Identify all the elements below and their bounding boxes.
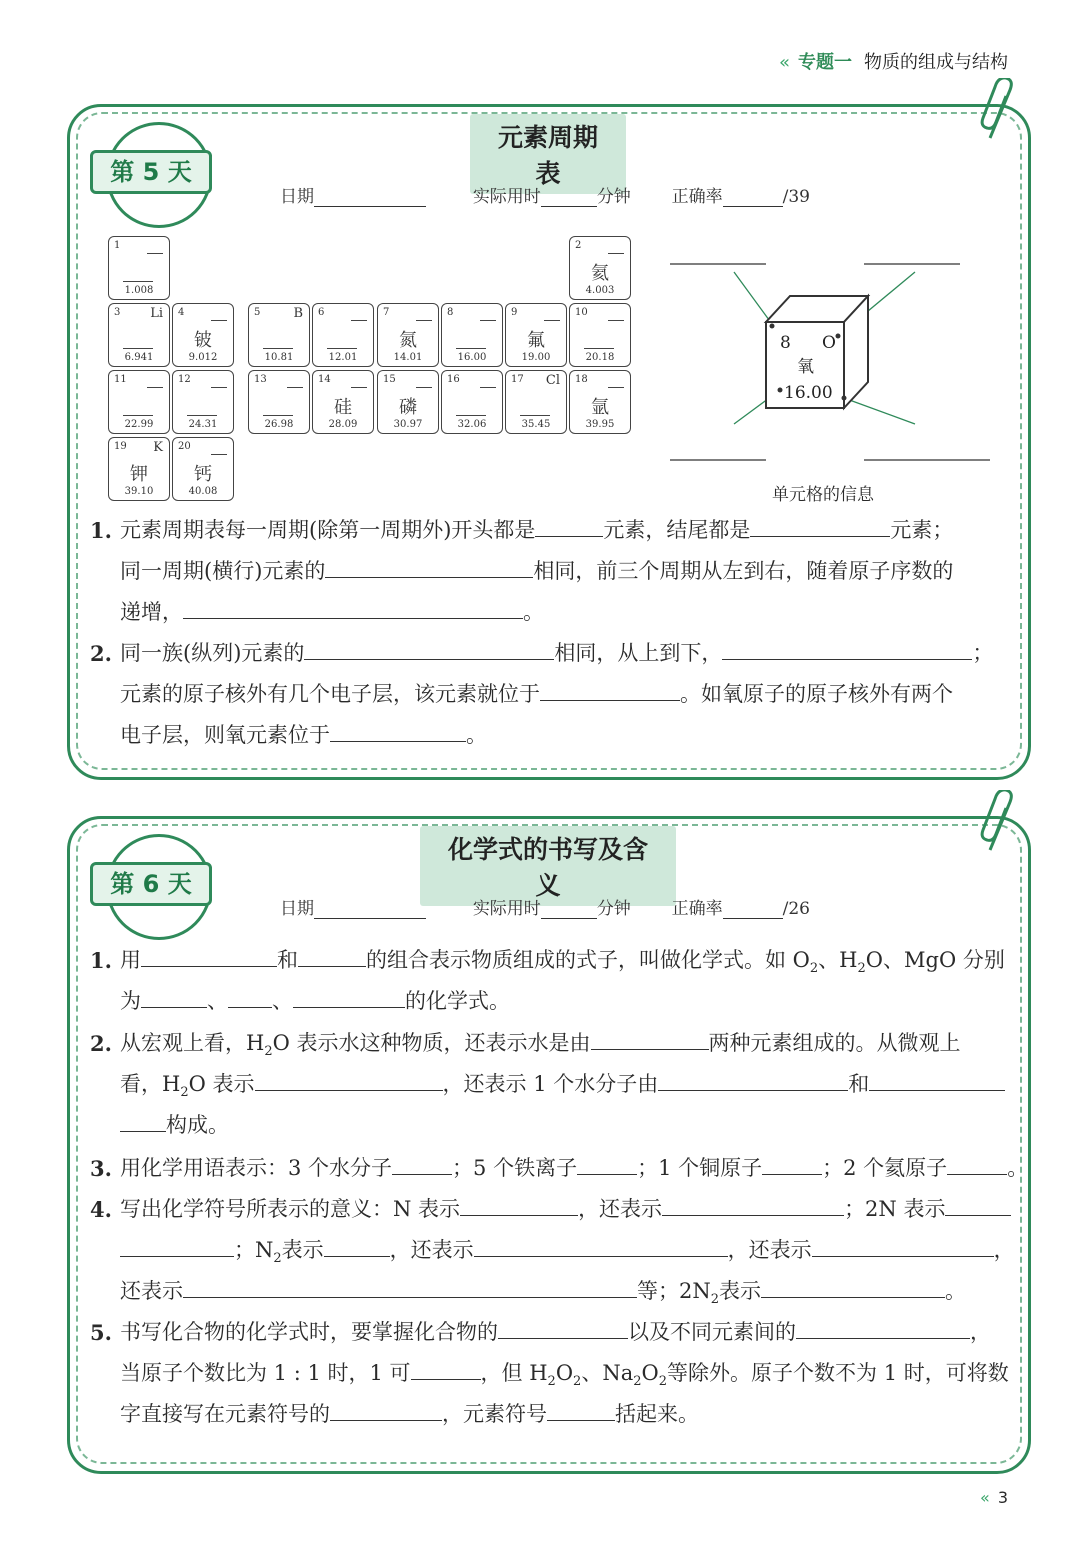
- question-number: 2.: [90, 1031, 112, 1056]
- atomic-mass: 32.06: [457, 419, 487, 430]
- accuracy-blank[interactable]: [723, 900, 783, 919]
- element-cell: [108, 437, 170, 501]
- accuracy-blank[interactable]: [723, 188, 783, 207]
- answer-blank[interactable]: [120, 1234, 234, 1257]
- atomic-mass: 10.81: [264, 352, 294, 363]
- day6-badge-label: 第 6 天: [90, 862, 212, 906]
- element-cell: [108, 303, 170, 367]
- answer-blank[interactable]: [330, 1398, 442, 1421]
- element-name: 硅: [334, 397, 352, 418]
- answer-blank[interactable]: [577, 1152, 637, 1175]
- name-blank[interactable]: [456, 415, 486, 416]
- symbol-blank[interactable]: [608, 387, 624, 388]
- accuracy-total: /39: [782, 187, 810, 207]
- answer-blank[interactable]: [255, 1068, 443, 1091]
- date-label: 日期: [280, 899, 314, 919]
- answer-blank[interactable]: [183, 1275, 637, 1298]
- atomic-mass: 12.01: [328, 352, 358, 363]
- element-cell: [441, 303, 503, 367]
- symbol-blank[interactable]: [608, 320, 624, 321]
- symbol-blank[interactable]: [480, 320, 496, 321]
- answer-blank[interactable]: [183, 596, 523, 619]
- atomic-mass: 26.98: [264, 419, 294, 430]
- element-cell: [312, 303, 374, 367]
- element-name: 氩: [591, 397, 609, 418]
- atomic-number: 16: [447, 374, 460, 385]
- symbol-blank[interactable]: [416, 387, 432, 388]
- answer-blank[interactable]: [591, 1027, 709, 1050]
- element-cell: [505, 370, 567, 434]
- cube-name: 氧: [797, 357, 814, 377]
- atomic-number: 1: [114, 240, 121, 251]
- element-name: 氮: [399, 330, 417, 351]
- element-cell: [505, 303, 567, 367]
- cube-mass: 16.00: [784, 383, 833, 403]
- question-number: 1.: [90, 948, 112, 973]
- answer-blank[interactable]: [796, 1316, 970, 1339]
- date-blank[interactable]: [314, 188, 426, 207]
- time-unit: 分钟: [596, 187, 631, 207]
- atomic-number: 7: [383, 307, 390, 318]
- name-blank[interactable]: [584, 348, 614, 349]
- element-cell: [172, 437, 234, 501]
- atomic-mass: 24.31: [188, 419, 218, 430]
- answer-blank[interactable]: [392, 1152, 452, 1175]
- element-symbol: K: [153, 440, 163, 455]
- element-cell: [377, 370, 439, 434]
- answer-blank[interactable]: [474, 1234, 728, 1257]
- topic-subtitle: 物质的组成与结构: [864, 52, 1008, 73]
- name-blank[interactable]: [456, 348, 486, 349]
- question-number: 2.: [90, 641, 112, 666]
- atomic-mass: 16.00: [457, 352, 487, 363]
- element-cell: [172, 303, 234, 367]
- symbol-blank[interactable]: [351, 387, 367, 388]
- symbol-blank[interactable]: [147, 253, 163, 254]
- question-number: 4.: [90, 1197, 112, 1222]
- atomic-mass: 4.003: [585, 285, 615, 296]
- answer-blank[interactable]: [228, 985, 272, 1008]
- element-cell: [172, 370, 234, 434]
- atomic-mass: 6.941: [124, 352, 154, 363]
- day6-badge: [96, 834, 218, 934]
- answer-blank[interactable]: [547, 1398, 615, 1421]
- element-symbol: B: [293, 306, 303, 321]
- element-symbol: Li: [150, 306, 163, 321]
- topic-label: 专题一: [798, 52, 852, 73]
- page-header: [779, 48, 1008, 74]
- symbol-blank[interactable]: [608, 253, 624, 254]
- day5-title: 元素周期表: [470, 114, 626, 194]
- atomic-mass: 20.18: [585, 352, 615, 363]
- atomic-mass: 19.00: [521, 352, 551, 363]
- atomic-number: 13: [254, 374, 267, 385]
- symbol-blank[interactable]: [287, 387, 303, 388]
- atomic-number: 17: [511, 374, 524, 385]
- accuracy-label: 正确率: [671, 187, 723, 207]
- atomic-number: 12: [178, 374, 191, 385]
- atomic-number: 6: [318, 307, 325, 318]
- name-blank[interactable]: [123, 348, 153, 349]
- cube-symbol: O: [822, 333, 836, 353]
- accuracy-total: /26: [782, 899, 810, 919]
- atomic-mass: 22.99: [124, 419, 154, 430]
- answer-blank[interactable]: [812, 1234, 994, 1257]
- element-cell: [441, 370, 503, 434]
- answer-blank[interactable]: [324, 1234, 390, 1257]
- date-label: 日期: [280, 187, 314, 207]
- atomic-number: 18: [575, 374, 588, 385]
- cube-number: 8: [780, 333, 791, 353]
- time-blank[interactable]: [541, 188, 597, 207]
- symbol-blank[interactable]: [480, 387, 496, 388]
- cube-caption: 单元格的信息: [772, 485, 874, 505]
- answer-blank[interactable]: [945, 1193, 1011, 1216]
- day5-badge-label: 第 5 天: [90, 150, 212, 194]
- symbol-blank[interactable]: [211, 387, 227, 388]
- name-blank[interactable]: [263, 348, 293, 349]
- answer-blank[interactable]: [540, 678, 680, 701]
- element-cell: [248, 303, 310, 367]
- atomic-number: 9: [511, 307, 518, 318]
- answer-blank[interactable]: [330, 719, 466, 742]
- atomic-mass: 35.45: [521, 419, 551, 430]
- answer-blank[interactable]: [761, 1275, 945, 1298]
- atomic-number: 4: [178, 307, 185, 318]
- element-symbol: Cl: [545, 373, 560, 388]
- answer-blank[interactable]: [325, 555, 533, 578]
- answer-blank[interactable]: [762, 1152, 822, 1175]
- atomic-number: 20: [178, 441, 191, 452]
- symbol-blank[interactable]: [211, 454, 227, 455]
- day5-badge: [96, 122, 218, 222]
- atomic-number: 2: [575, 240, 582, 251]
- time-label: 实际用时: [472, 899, 541, 919]
- atomic-number: 5: [254, 307, 261, 318]
- name-blank[interactable]: [327, 348, 357, 349]
- symbol-blank[interactable]: [147, 387, 163, 388]
- element-name: 铍: [194, 330, 212, 351]
- name-blank[interactable]: [520, 415, 550, 416]
- answer-blank[interactable]: [722, 637, 972, 660]
- day5-meta: [280, 182, 810, 207]
- cube-diagram: [660, 250, 1000, 470]
- answer-blank[interactable]: [298, 944, 366, 967]
- atomic-mass: 9.012: [188, 352, 218, 363]
- element-cell: [569, 370, 631, 434]
- answer-blank[interactable]: [947, 1152, 1007, 1175]
- answer-blank[interactable]: [498, 1316, 628, 1339]
- atomic-number: 19: [114, 441, 127, 452]
- answer-blank[interactable]: [662, 1193, 844, 1216]
- page-footer: [980, 1488, 1008, 1507]
- element-cell: [248, 370, 310, 434]
- question-number: 3.: [90, 1156, 112, 1181]
- atomic-number: 14: [318, 374, 331, 385]
- atomic-number: 11: [114, 374, 127, 385]
- answer-blank[interactable]: [750, 514, 890, 537]
- element-cell: [108, 370, 170, 434]
- day6-meta: [280, 894, 810, 919]
- element-cell: [377, 303, 439, 367]
- chevron-icon: «: [980, 1488, 990, 1507]
- time-blank[interactable]: [541, 900, 597, 919]
- paperclip-icon: [980, 78, 1020, 148]
- atomic-mass: 40.08: [188, 486, 218, 497]
- name-blank[interactable]: [123, 415, 153, 416]
- name-blank[interactable]: [187, 415, 217, 416]
- answer-blank[interactable]: [460, 1193, 578, 1216]
- atomic-mass: 28.09: [328, 419, 358, 430]
- answer-blank[interactable]: [535, 514, 603, 537]
- paperclip-icon: [980, 790, 1020, 860]
- answer-blank[interactable]: [120, 1109, 166, 1132]
- answer-blank[interactable]: [658, 1068, 848, 1091]
- name-blank[interactable]: [263, 415, 293, 416]
- element-cell: [569, 236, 631, 300]
- page-number: 3: [997, 1488, 1008, 1507]
- answer-blank[interactable]: [141, 944, 277, 967]
- atomic-number: 3: [114, 307, 121, 318]
- symbol-blank[interactable]: [416, 320, 432, 321]
- answer-blank[interactable]: [869, 1068, 1005, 1091]
- element-name: 氦: [591, 263, 609, 284]
- atomic-number: 10: [575, 307, 588, 318]
- atomic-number: 8: [447, 307, 454, 318]
- element-name: 氟: [527, 330, 545, 351]
- time-unit: 分钟: [596, 899, 631, 919]
- answer-blank[interactable]: [293, 985, 405, 1008]
- element-cell: [312, 370, 374, 434]
- accuracy-label: 正确率: [671, 899, 723, 919]
- symbol-blank[interactable]: [544, 320, 560, 321]
- date-blank[interactable]: [314, 900, 426, 919]
- atomic-mass: 39.10: [124, 486, 154, 497]
- answer-blank[interactable]: [411, 1357, 481, 1380]
- name-blank[interactable]: [123, 281, 153, 282]
- answer-blank[interactable]: [304, 637, 554, 660]
- time-label: 实际用时: [472, 187, 541, 207]
- atomic-mass: 30.97: [393, 419, 423, 430]
- element-name: 磷: [399, 397, 417, 418]
- element-name: 钙: [194, 464, 212, 485]
- element-cell: [108, 236, 170, 300]
- chevron-icon: «: [778, 52, 790, 73]
- element-cell: [569, 303, 631, 367]
- atomic-mass: 39.95: [585, 419, 615, 430]
- atomic-number: 15: [383, 374, 396, 385]
- answer-blank[interactable]: [141, 985, 207, 1008]
- question-number: 5.: [90, 1320, 112, 1345]
- atomic-mass: 14.01: [393, 352, 423, 363]
- symbol-blank[interactable]: [211, 320, 227, 321]
- atomic-mass: 1.008: [124, 285, 154, 296]
- question-number: 1.: [90, 518, 112, 543]
- day6-title: 化学式的书写及含义: [420, 826, 676, 906]
- element-name: 钾: [130, 464, 148, 485]
- symbol-blank[interactable]: [351, 320, 367, 321]
